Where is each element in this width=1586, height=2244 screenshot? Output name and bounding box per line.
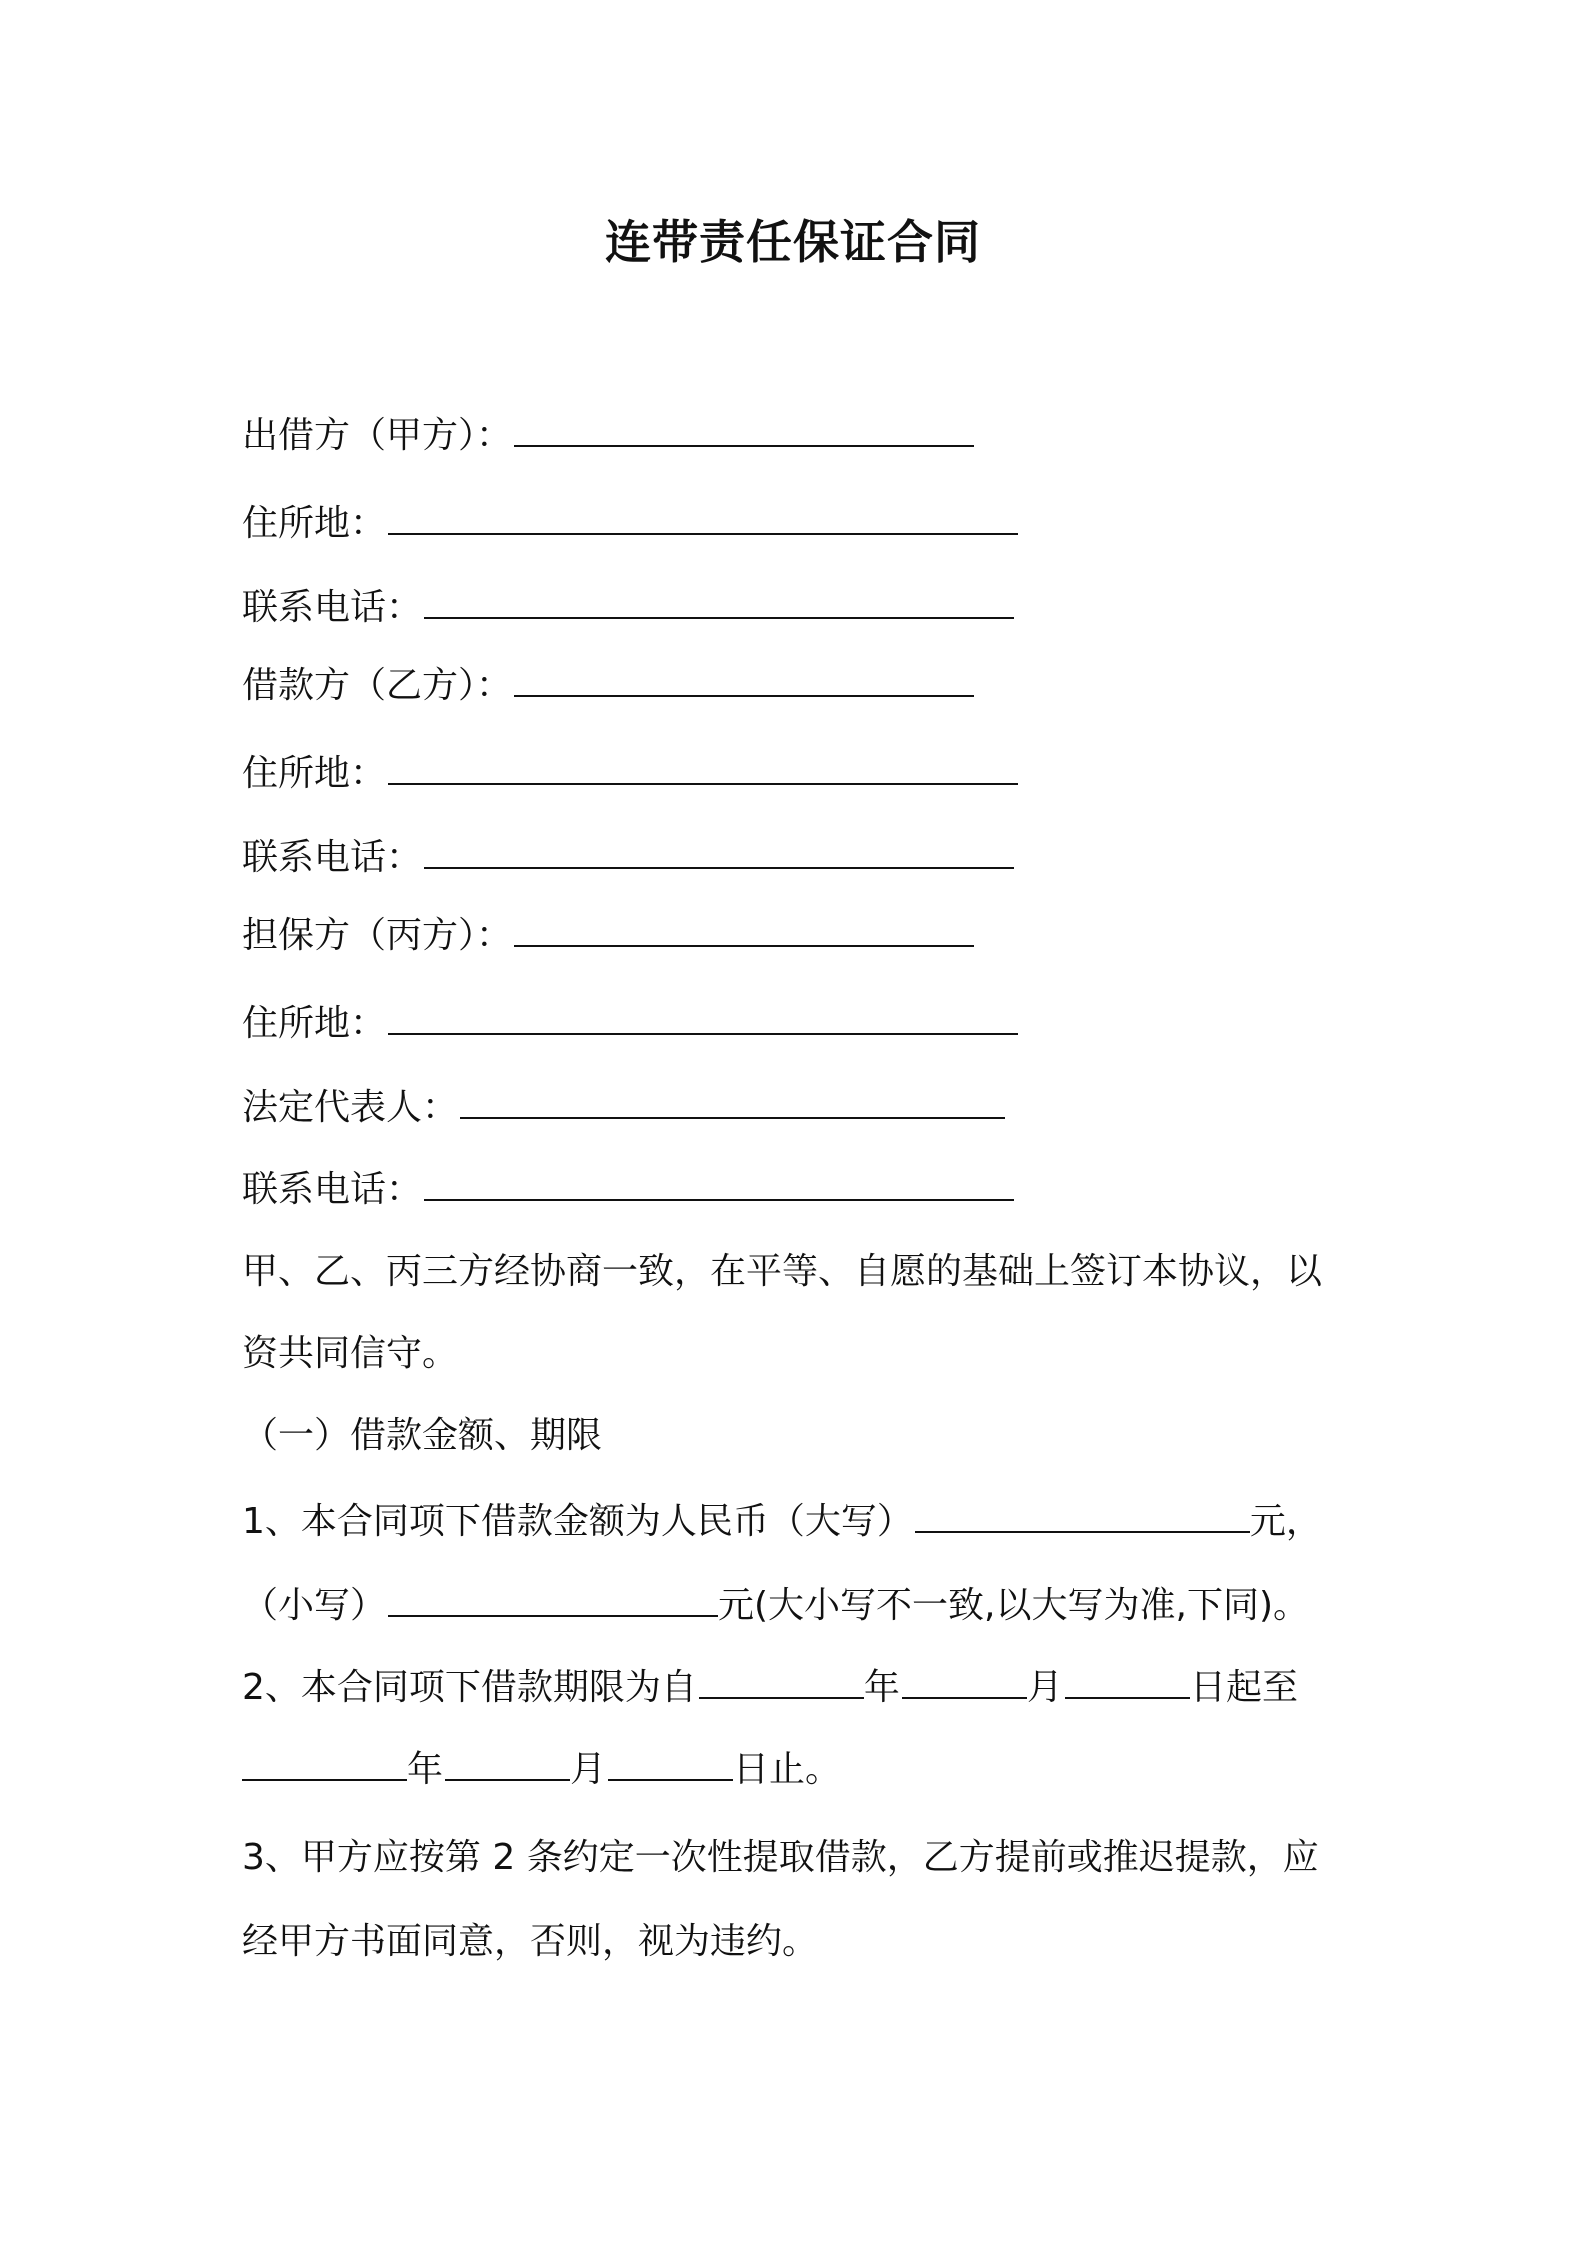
party-c-phone-row (242, 1166, 1014, 1214)
clause3-line-1: 3、甲方应按第 2 条约定一次性提取借款，乙方提前或推迟提款，应 (242, 1837, 1319, 1878)
amount-lowercase-blank[interactable] (388, 1585, 718, 1617)
party-a-phone-label: 联系电话： (242, 587, 423, 628)
intro-line-1: 甲、乙、丙三方经协商一致，在平等、自愿的基础上签订本协议，以 (242, 1251, 1323, 1292)
party-c-name-label: 担保方（丙方）： (242, 915, 513, 956)
clause2-prefix: 2、本合同项下借款期限为自 (242, 1667, 697, 1708)
amount-uppercase-blank[interactable] (915, 1501, 1250, 1533)
party-a-name-row (242, 412, 974, 460)
party-c-address-row (242, 1000, 1018, 1048)
start-month-blank[interactable] (902, 1667, 1027, 1699)
clause1-small-prefix: （小写） (242, 1585, 387, 1626)
start-year-blank[interactable] (699, 1667, 864, 1699)
clause2-line-1 (242, 1664, 1298, 1712)
clause1-unit: 元， (1249, 1501, 1322, 1542)
clause1-line-2 (242, 1582, 1309, 1630)
party-c-phone-blank[interactable] (424, 1169, 1014, 1201)
clause2-day-to-label: 日止。 (733, 1749, 842, 1790)
clause2-day-from-label: 日起至 (1189, 1667, 1298, 1708)
party-a-name-label: 出借方（甲方）： (242, 415, 513, 456)
clause2-line-2 (242, 1746, 841, 1794)
party-b-phone-row (242, 834, 1014, 882)
party-c-name-row (242, 912, 974, 960)
party-a-address-blank[interactable] (388, 503, 1018, 535)
party-b-address-label: 住所地： (242, 753, 387, 794)
end-day-blank[interactable] (608, 1749, 733, 1781)
party-b-address-blank[interactable] (388, 753, 1018, 785)
party-a-phone-blank[interactable] (424, 587, 1014, 619)
party-b-phone-blank[interactable] (424, 837, 1014, 869)
end-month-blank[interactable] (445, 1749, 570, 1781)
party-a-name-blank[interactable] (514, 415, 974, 447)
intro-line-2: 资共同信守。 (242, 1333, 459, 1374)
party-b-name-blank[interactable] (514, 665, 974, 697)
clause3-line-2: 经甲方书面同意，否则，视为违约。 (242, 1921, 819, 1962)
clause1-suffix: 元(大小写不一致,以大写为准,下同)。 (718, 1585, 1309, 1626)
party-b-name-row (242, 662, 974, 710)
party-b-phone-label: 联系电话： (242, 837, 423, 878)
clause2-month-label: 月 (1026, 1667, 1063, 1708)
party-c-phone-label: 联系电话： (242, 1169, 423, 1210)
party-a-address-row (242, 500, 1018, 548)
party-b-address-row (242, 750, 1018, 798)
end-year-blank[interactable] (242, 1749, 407, 1781)
page-title: 连带责任保证合同 (605, 215, 981, 269)
section1-heading: （一）借款金额、期限 (242, 1415, 603, 1456)
clause2-end-year-label: 年 (407, 1749, 444, 1790)
party-c-representative-label: 法定代表人： (242, 1087, 459, 1128)
clause1-line-1 (242, 1498, 1322, 1546)
start-day-blank[interactable] (1065, 1667, 1190, 1699)
party-c-representative-blank[interactable] (460, 1087, 1005, 1119)
party-a-phone-row (242, 584, 1014, 632)
clause2-end-month-label: 月 (570, 1749, 607, 1790)
party-c-address-label: 住所地： (242, 1003, 387, 1044)
party-a-address-label: 住所地： (242, 503, 387, 544)
clause1-prefix: 1、本合同项下借款金额为人民币（大写） (242, 1501, 913, 1542)
party-b-name-label: 借款方（乙方）： (242, 665, 513, 706)
party-c-address-blank[interactable] (388, 1003, 1018, 1035)
clause2-year-label: 年 (863, 1667, 900, 1708)
party-c-representative-row (242, 1084, 1005, 1132)
party-c-name-blank[interactable] (514, 915, 974, 947)
